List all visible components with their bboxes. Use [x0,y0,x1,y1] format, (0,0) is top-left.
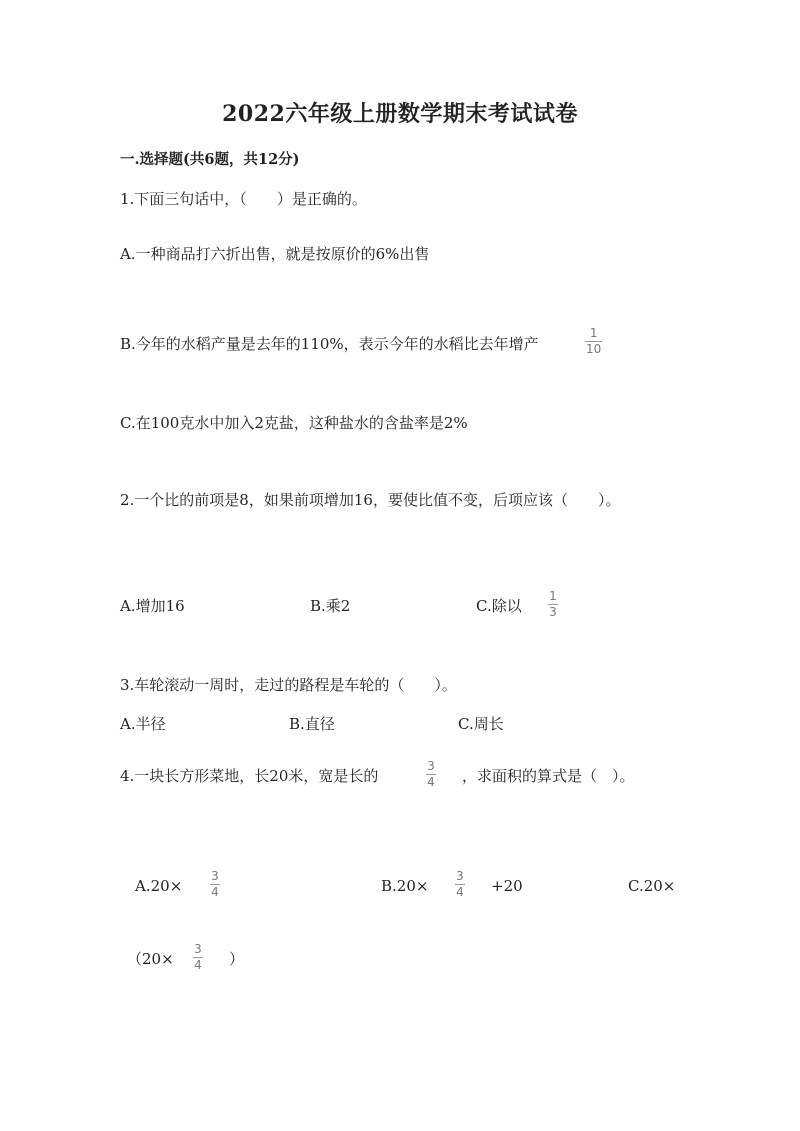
fraction-numerator: 1 [589,326,598,340]
question-3-option-b: B.直径 [289,715,335,733]
question-4-stem-fraction [426,760,436,789]
fraction-denominator: 3 [549,605,557,619]
question-4-option-b-suffix: +20 [491,877,523,895]
fraction-numerator: 3 [456,869,464,883]
question-1-option-a: A.一种商品打六折出售，就是按原价的6%出售 [120,245,430,263]
question-4-option-b: B.20× [381,877,429,895]
page-title: 2022六年级上册数学期末考试试卷 [222,101,578,127]
question-1-option-c: C.在100克水中加入2克盐，这种盐水的含盐率是2% [120,414,468,432]
section-heading: 一.选择题(共6题，共12分) [120,151,300,168]
question-3-option-c: C.周长 [458,715,504,733]
fraction-denominator: 10 [586,342,602,356]
fraction-numerator: 3 [211,869,219,883]
question-1-option-b-fraction [585,327,602,356]
question-2-stem: 2.一个比的前项是8，如果前项增加16，要使比值不变，后项应该（ ）。 [120,491,621,509]
question-4-option-c: C.20× [628,877,676,895]
fraction-denominator: 4 [456,885,464,899]
question-2-option-b: B.乘2 [310,597,351,615]
question-2-option-c: C.除以 [476,597,522,615]
question-4-option-a-fraction [210,870,220,899]
fraction-denominator: 4 [194,958,202,972]
fraction-denominator: 4 [427,775,435,789]
question-4-option-a: A.20× [135,877,183,895]
question-2-option-a: A.增加16 [120,597,185,615]
question-1-option-b: B.今年的水稻产量是去年的110%，表示今年的水稻比去年增产 [120,335,539,353]
question-3-option-a: A.半径 [120,715,166,733]
question-4-option-c-continued: （20× [127,950,174,968]
question-4-option-b-fraction [455,870,465,899]
question-4-option-c-closing: ） [229,950,245,968]
question-3-stem: 3.车轮滚动一周时，走过的路程是车轮的（ ）。 [120,676,457,694]
fraction-numerator: 1 [549,589,557,603]
question-4-stem-suffix: ，求面积的算式是（ ）。 [462,767,635,785]
fraction-denominator: 4 [211,885,219,899]
question-2-option-c-fraction [548,590,558,619]
question-1-stem: 1.下面三句话中，（ ）是正确的。 [120,190,367,208]
question-4-option-c-fraction [193,943,203,972]
question-4-stem-prefix: 4.一块长方形菜地，长20米，宽是长的 [120,767,379,785]
fraction-numerator: 3 [427,759,435,773]
fraction-numerator: 3 [194,942,202,956]
